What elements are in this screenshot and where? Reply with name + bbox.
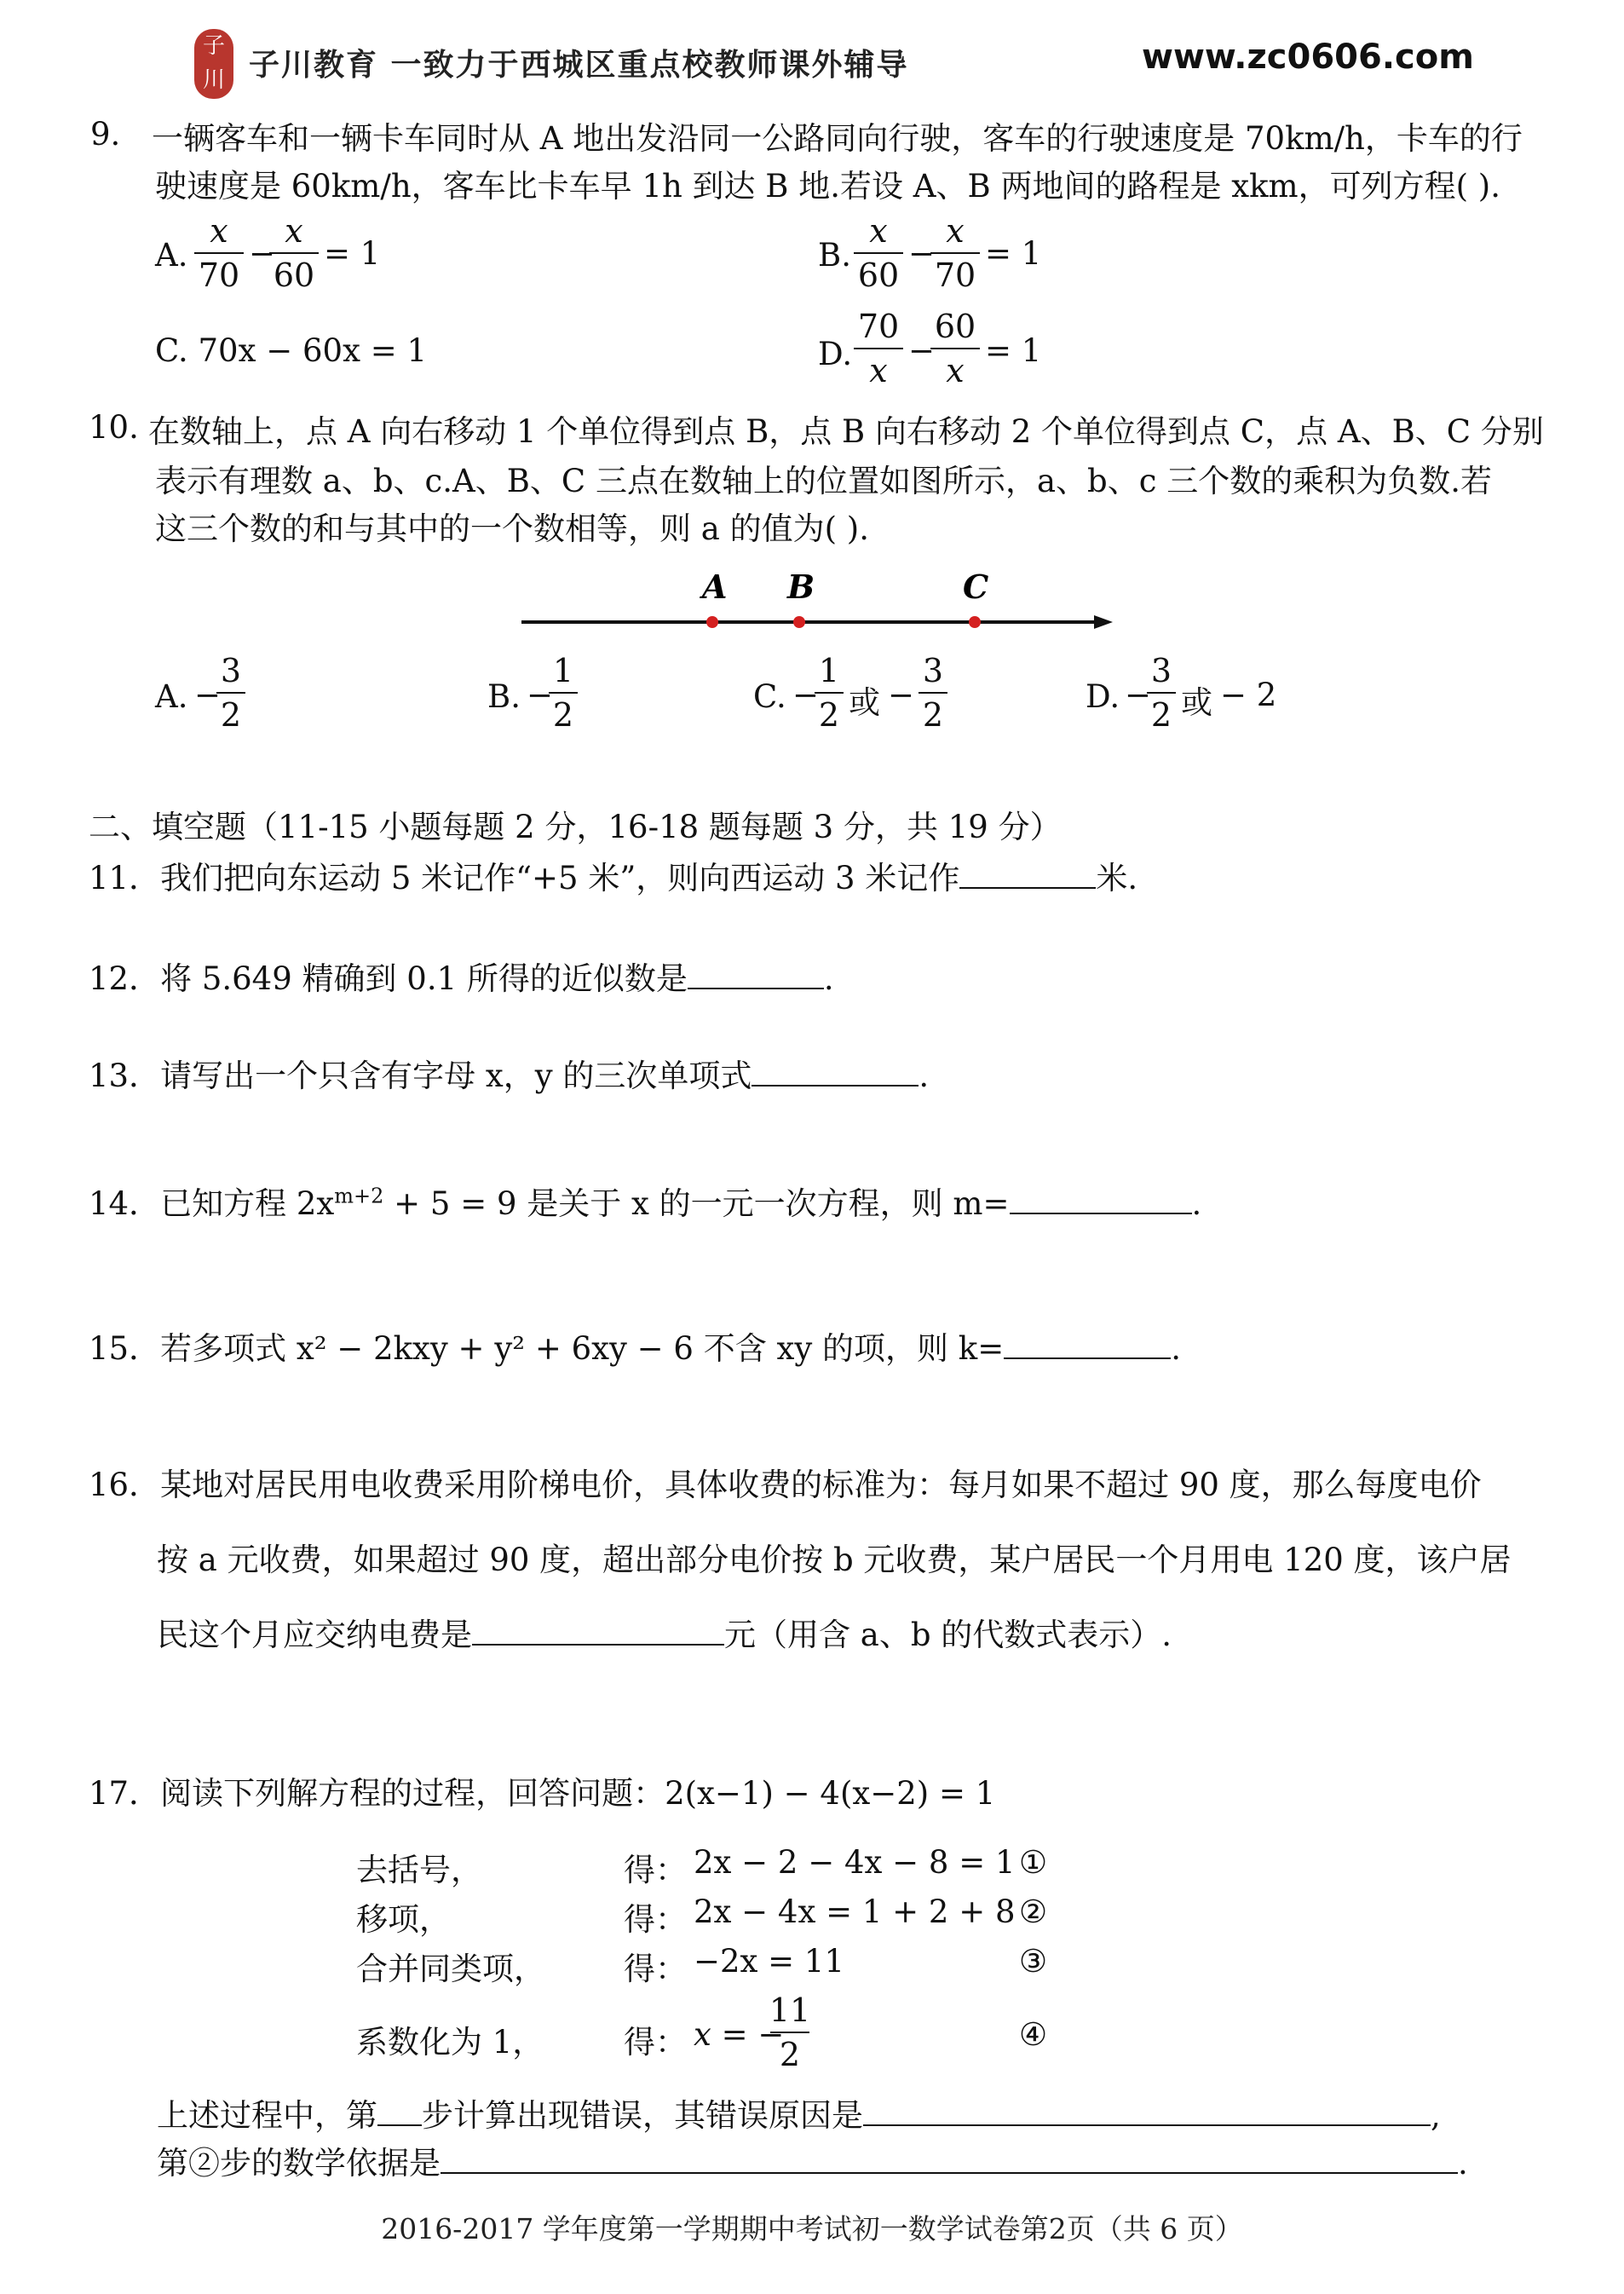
q10-b-label: B. (487, 678, 521, 715)
q10-d-frac: 3 2 (1145, 649, 1178, 736)
q17-intro: 17．阅读下列解方程的过程，回答问题：2(x−1) − 4(x−2) = 1 (89, 1775, 996, 1812)
q16-line2: 按 a 元收费，如果超过 90 度，超出部分电价按 b 元收费，某户居民一个月用电 120 度，该户居 (157, 1542, 1512, 1578)
q9-d-frac1: 70 x (852, 305, 905, 392)
q10-line2: 表示有理数 a、b、c.A、B、C 三点在数轴上的位置如图所示，a、b、c 三个数的乘积为负数.若 (155, 463, 1492, 499)
q11-text: 11．我们把向东运动 5 米记作“+5 米”，则向西运动 3 米记作 (89, 860, 960, 896)
q11 (89, 852, 1137, 898)
minus-sign: − (908, 332, 936, 369)
q10-a-label: A. (155, 678, 188, 715)
arrow-head-icon (1094, 615, 1113, 629)
equals-one: = 1 (985, 235, 1042, 272)
q17-step2-get: 得： (624, 1901, 687, 1938)
q16-line1: 16．某地对居民用电收费采用阶梯电价，具体收费的标准为：每月如果不超过 90 度，那么每度电价 (89, 1467, 1482, 1503)
q17-step1-eq: 2x − 2 − 4x − 8 = 1 (694, 1844, 1016, 1881)
q9-line1: 一辆客车和一辆卡车同时从 A 地出发沿同一公路同向行驶，客车的行驶速度是 70km/h，卡车的行 (152, 120, 1523, 157)
q10-d-or: 或 (1181, 684, 1212, 721)
q9-line2: 驶速度是 60km/h，客车比卡车早 1h 到达 B 地.若设 A、B 两地间的路程是 xkm，可列方程( ). (155, 168, 1500, 205)
q17-step4-get: 得： (624, 2024, 687, 2061)
q17-step1-name: 去括号， (356, 1852, 482, 1888)
q17-step1-mark: ① (1019, 1844, 1048, 1881)
q15: 15．若多项式 x² − 2kxy + y² + 6xy − 6 不含 xy 的项，则 k= . (89, 1330, 1181, 1367)
x-equals: x = − (694, 2016, 785, 2053)
q10-d-label: D. (1086, 678, 1120, 715)
equals-one: = 1 (985, 332, 1042, 369)
q9-option-c: C. 70x − 60x = 1 (155, 332, 427, 369)
minus-sign: − (792, 677, 820, 713)
q9-d-frac2: 60 x (929, 305, 982, 392)
q10-c-frac1: 1 2 (813, 649, 845, 736)
q9-b-frac2: x 70 (929, 210, 982, 297)
section-2-title: 二、填空题（11-15 小题每题 2 分，16-18 题每题 3 分，共 19 分） (89, 809, 1062, 845)
point-a-label: A (702, 568, 728, 606)
q17-step2-name: 移项， (356, 1901, 451, 1938)
q17-step4-mark: ④ (1019, 2016, 1048, 2053)
minus-sign: − (527, 677, 554, 713)
q15-text: 15．若多项式 x² − 2kxy + y² + 6xy − 6 不含 xy 的项，则 k= (89, 1330, 1005, 1367)
q9-a-frac1: x 70 (193, 210, 245, 297)
q14: 14．已知方程 $2x^{m+2} + 5 = 9$ 是关于 x 的一元一次方程，则 m= . (89, 1184, 1202, 1222)
number-line-figure (511, 562, 1125, 639)
minus-sign: − (908, 235, 936, 272)
q17-step3-eq: −2x = 11 (694, 1943, 845, 1980)
q17-question2: 第②步的数学依据是 . (157, 2145, 1468, 2182)
q10-b-frac: 1 2 (547, 649, 579, 736)
q17-step3-mark: ③ (1019, 1943, 1048, 1980)
q15-blank[interactable] (1004, 1332, 1171, 1359)
q17-reason-blank[interactable] (863, 2099, 1431, 2126)
minus-sign: − (888, 677, 915, 713)
header-url: www.zc0606.com (1142, 37, 1474, 77)
point-b-label: B (787, 568, 815, 606)
q13-text: 13．请写出一个只含有字母 x，y 的三次单项式 (89, 1058, 752, 1094)
q9-a-frac2: x 60 (268, 210, 320, 297)
q14-blank[interactable] (1010, 1187, 1192, 1214)
header-slogan: 子川教育 一致力于西城区重点校教师课外辅导 (249, 48, 909, 83)
logo-seal: 子川 (194, 29, 233, 99)
q17-step3-name: 合并同类项， (356, 1951, 545, 1987)
q10-line1: 在数轴上，点 A 向右移动 1 个单位得到点 B，点 B 向右移动 2 个单位得到点 C，点 A、B、C 分别 (148, 413, 1544, 450)
q16-blank[interactable] (472, 1618, 724, 1646)
equals-one: = 1 (324, 235, 381, 272)
q16-text-a: 民这个月应交纳电费是 (157, 1617, 472, 1653)
point-c (969, 616, 981, 628)
q10-line3: 这三个数的和与其中的一个数相等，则 a 的值为( ). (155, 510, 869, 547)
q16-text-b: 元（用含 a、b 的代数式表示）. (724, 1617, 1172, 1653)
q12: 12．将 5.649 精确到 0.1 所得的近似数是 . (89, 960, 834, 997)
q10-number: 10. (89, 409, 139, 446)
q17-q1-text-a: 上述过程中，第 (157, 2097, 377, 2134)
q17-step2-eq: 2x − 4x = 1 + 2 + 8 (694, 1893, 1016, 1930)
q17-step1-get: 得： (624, 1852, 687, 1888)
q17-q1-text-b: 步计算出现错误，其错误原因是 (422, 2097, 863, 2134)
q12-blank[interactable] (688, 962, 824, 989)
q17-q2-text: 第②步的数学依据是 (157, 2145, 441, 2182)
q9-number: 9. (90, 116, 121, 153)
q17-basis-blank[interactable] (441, 2147, 1458, 2174)
minus-sign: − (1125, 677, 1152, 713)
point-b (793, 616, 805, 628)
q9-d-label: D. (818, 336, 853, 372)
q10-c-label: C. (753, 678, 786, 715)
q14-exponent: m+2 (334, 1184, 384, 1208)
q14-text-a: 14．已知方程 2x (89, 1185, 335, 1222)
q12-text: 12．将 5.649 精确到 0.1 所得的近似数是 (89, 960, 688, 997)
q13: 13．请写出一个只含有字母 x，y 的三次单项式 . (89, 1058, 930, 1094)
minus-sign: − (249, 235, 276, 272)
q9-b-frac1: x 60 (852, 210, 905, 297)
q10-c-frac2: 3 2 (917, 649, 949, 736)
q14-text-b: + 5 = 9 是关于 x 的一元一次方程，则 m= (383, 1185, 1010, 1222)
minus-two: − 2 (1220, 677, 1277, 713)
q17-question1: 上述过程中，第 步计算出现错误，其错误原因是 , (157, 2097, 1441, 2134)
point-c-label: C (963, 568, 989, 606)
q17-step4-name: 系数化为 1， (356, 2024, 544, 2061)
q17-step4-frac: 11 2 (769, 1991, 811, 2073)
q17-step-blank[interactable] (377, 2099, 422, 2126)
q9-b-label: B. (818, 237, 851, 274)
minus-sign: − (194, 677, 222, 713)
page-footer: 2016-2017 学年度第一学期期中考试初一数学试卷第2页（共 6 页） (381, 2212, 1243, 2245)
q13-blank[interactable] (752, 1059, 919, 1086)
point-a (706, 616, 718, 628)
q17-step2-mark: ② (1019, 1893, 1048, 1930)
q16-line3 (157, 1609, 1172, 1655)
q11-end: 米. (1096, 860, 1138, 896)
q9-a-label: A. (155, 237, 188, 274)
q11-blank[interactable] (959, 862, 1096, 889)
q10-c-or: 或 (849, 684, 880, 721)
q10-a-frac: 3 2 (215, 649, 247, 736)
q17-step3-get: 得： (624, 1951, 687, 1987)
